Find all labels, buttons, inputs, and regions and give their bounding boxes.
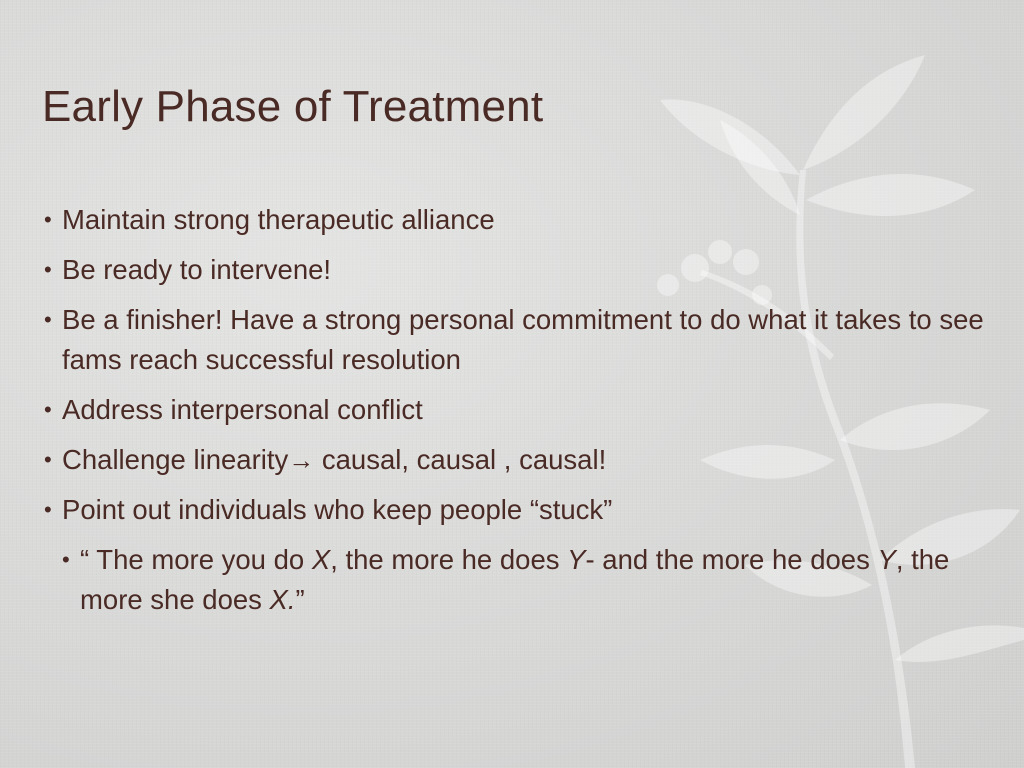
bullet-text: Address interpersonal conflict xyxy=(62,394,423,425)
bullet-list xyxy=(44,200,994,630)
bullet-icon: • xyxy=(44,397,52,422)
list-item xyxy=(44,250,994,290)
list-item xyxy=(44,200,994,240)
right-arrow-icon: → xyxy=(288,445,315,475)
bullet-text-after-arrow: causal, causal , causal! xyxy=(314,444,607,475)
bullet-text: Be a finisher! Have a strong personal commitment to do what it takes to see fams reach successful resolution xyxy=(62,304,984,375)
sub-bullet-text: “ The more you do X, the more he does Y- and the more he does Y, the more she does X.” xyxy=(80,544,950,615)
bullet-icon: • xyxy=(62,547,70,572)
bullet-icon: • xyxy=(44,207,52,232)
list-item xyxy=(44,440,994,480)
list-item xyxy=(44,490,994,530)
list-item xyxy=(44,300,994,380)
list-item xyxy=(44,390,994,430)
bullet-text: Point out individuals who keep people “stuck” xyxy=(62,494,613,525)
bullet-text: Be ready to intervene! xyxy=(62,254,332,285)
slide-title: Early Phase of Treatment xyxy=(42,82,544,131)
bullet-icon: • xyxy=(44,257,52,282)
bullet-icon: • xyxy=(44,447,52,472)
bullet-text-before-arrow: Challenge linearity xyxy=(62,444,289,475)
sub-list-item xyxy=(62,540,994,620)
bullet-icon: • xyxy=(44,497,52,522)
bullet-icon: • xyxy=(44,307,52,332)
bullet-text: Maintain strong therapeutic alliance xyxy=(62,204,495,235)
